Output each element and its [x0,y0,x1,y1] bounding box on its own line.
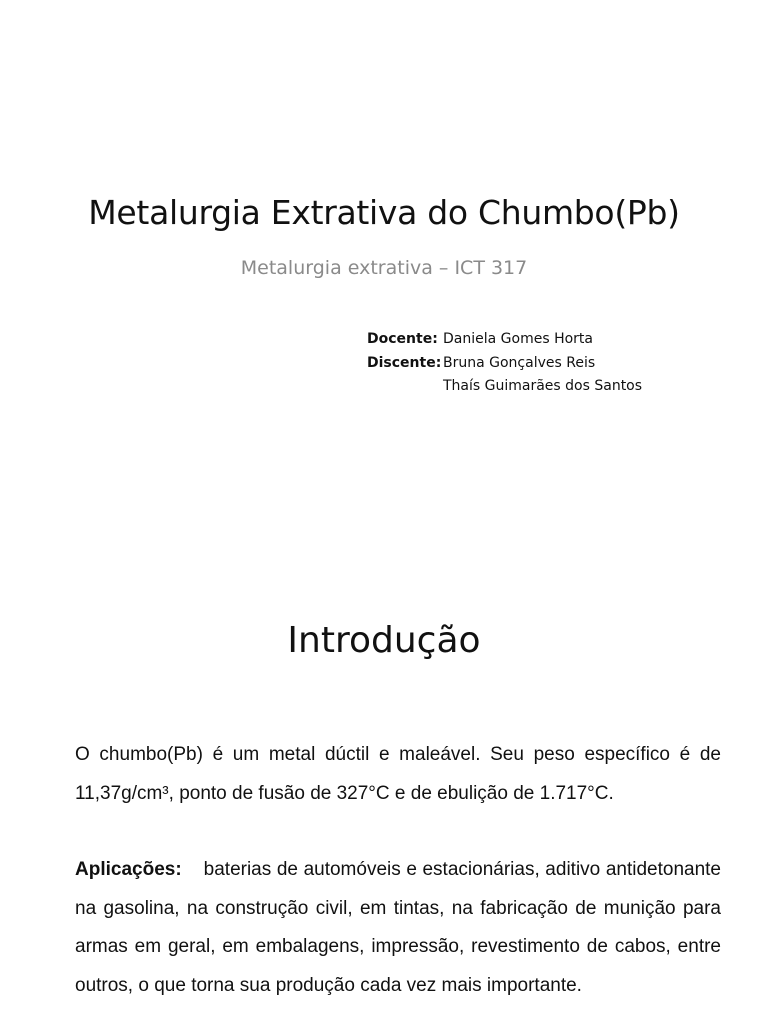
presentation-title: Metalurgia Extrativa do Chumbo(Pb) [88,193,680,232]
student-label-empty [367,375,443,399]
applications-text: baterias de automóveis e estacionárias, aditivo antidetonante na gasolina, na construção civil, em tintas, na fabricação de munição para armas em geral, em embalagens, impressão, revestimento de cabos, entre outros, o que torna sua produção cada vez mais importante. [75,859,721,996]
teacher-name: Daniela Gomes Horta [443,331,593,347]
applications-label: Aplicações: [75,859,182,880]
introduction-slide [0,512,768,1024]
teacher-row [367,328,642,352]
student-label: Discente: [367,354,442,371]
teacher-label: Docente: [367,331,438,347]
student-name: Bruna Gonçalves Reis [443,354,596,371]
intro-paragraph: O chumbo(Pb) é um metal dúctil e maleável. Seu peso específico é de 11,37g/cm³, ponto de fusão de 327°C e de ebulição de 1.717°C. [75,744,721,804]
student-row [367,352,642,376]
student-name: Thaís Guimarães dos Santos [443,378,643,394]
applications-paragraph [75,851,721,1005]
authors-block [367,328,642,399]
slide-title: Introdução [287,620,481,661]
presentation-subtitle: Metalurgia extrativa – ICT 317 [240,257,528,279]
student-row [367,375,642,399]
